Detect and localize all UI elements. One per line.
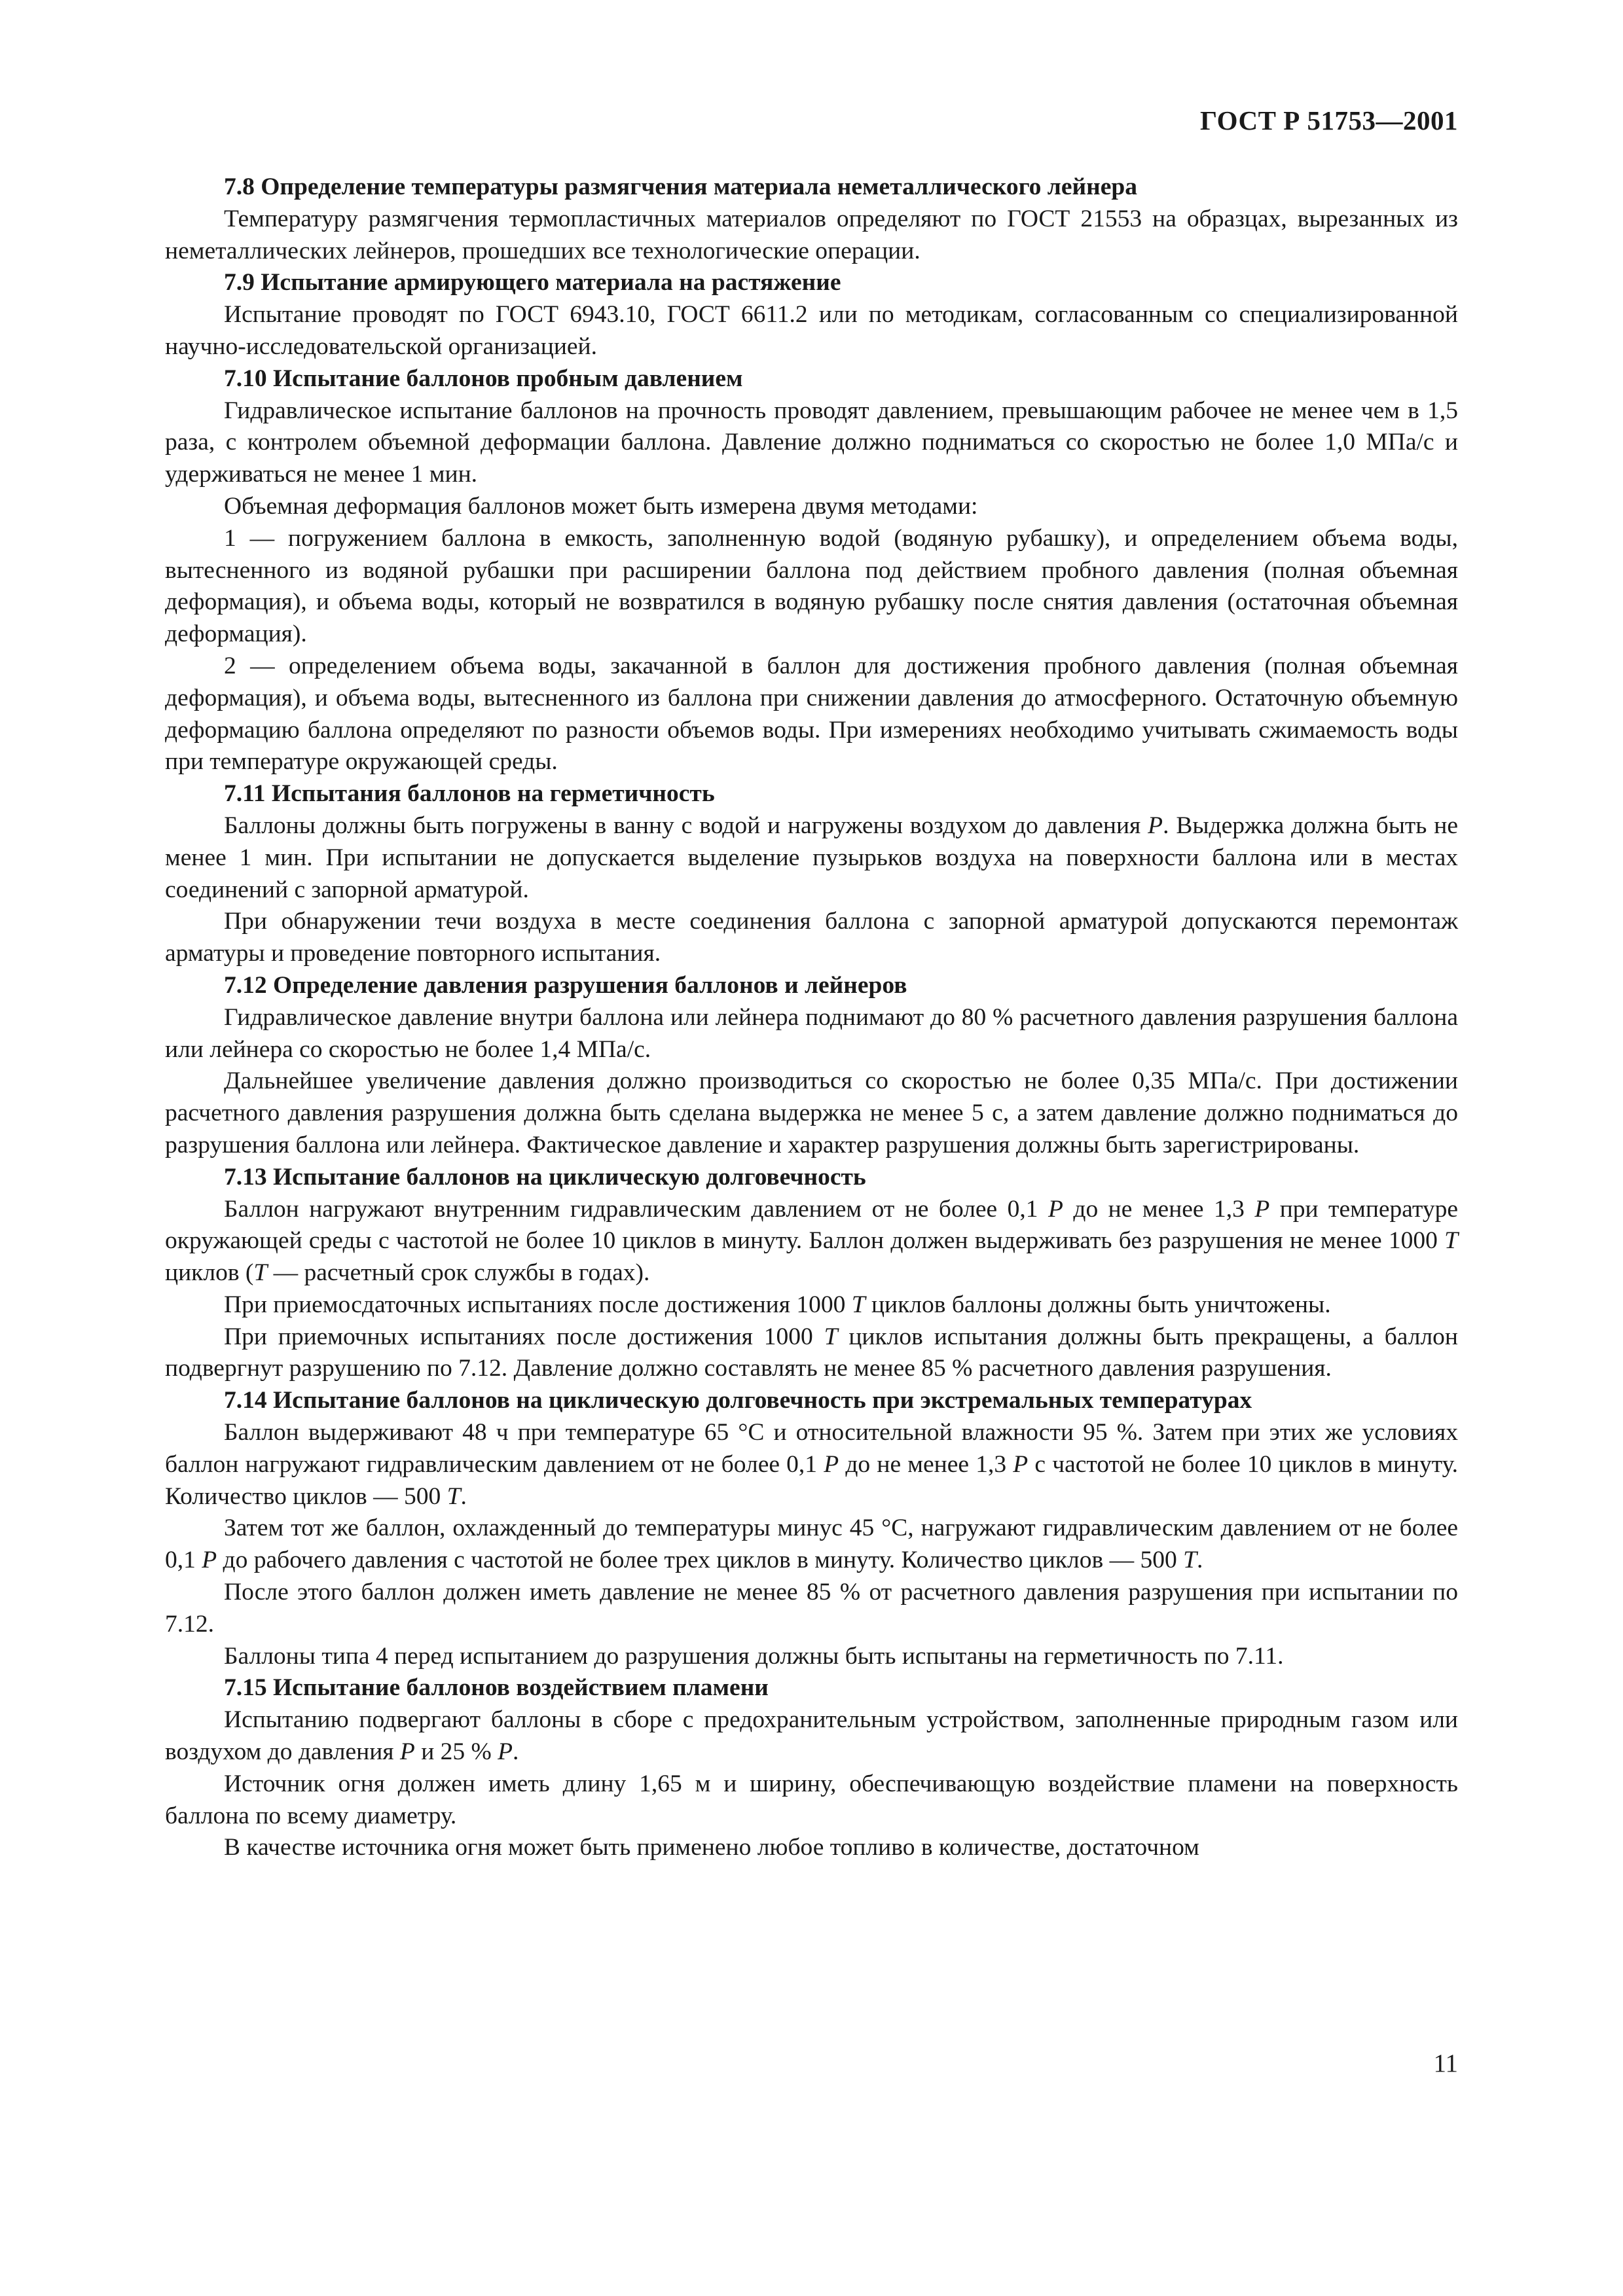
paragraph — [165, 1417, 1458, 1513]
text-run: циклов баллоны должны быть уничтожены. — [865, 1291, 1331, 1318]
paragraph: Гидравлическое испытание баллонов на прочность проводят давлением, превышающим рабочее не менее чем в 1,5 раза, с контролем объемной деформации баллона. Давление должно подниматься со скоростью не более 1,0 МПа/с и удерживаться не менее 1 мин. — [165, 397, 1458, 488]
section-heading-7-13: 7.13 Испытание баллонов на циклическую долговечность — [224, 1163, 866, 1191]
paragraph: Баллоны типа 4 перед испытанием до разрушения должны быть испытаны на герметичность по 7.11. — [224, 1642, 1284, 1670]
text-run: . — [513, 1738, 519, 1766]
service-life-symbol: T — [1444, 1227, 1458, 1255]
text-run: При приемочных испытаниях после достижения 1000 — [224, 1323, 824, 1350]
text-run: Баллон выдерживают 48 ч при температуре 65 °С и относительной влажности 95 %. Затем при этих же условиях баллон нагружают гидравлическим давлением от не более 0,1 — [165, 1419, 1458, 1478]
paragraph — [165, 1194, 1458, 1289]
text-run: Затем тот же баллон, охлажденный до температуры минус 45 °С, нагружают гидравлическим давлением от не более 0,1 — [165, 1515, 1458, 1574]
section-heading-7-15: 7.15 Испытание баллонов воздействием пламени — [224, 1674, 769, 1702]
pressure-symbol: P — [399, 1738, 415, 1766]
text-run: При приемосдаточных испытаниях после достижения 1000 — [224, 1291, 852, 1318]
service-life-symbol: T — [447, 1482, 461, 1510]
text-run: с частотой не более 10 циклов в минуту. Количество циклов — 500 — [165, 1450, 1458, 1510]
section-heading-7-14: 7.14 Испытание баллонов на циклическую долговечность при экстремальных температурах — [224, 1387, 1252, 1414]
text-run: при температуре окружающей среды с частотой не более 10 циклов в минуту. Баллон должен выдерживать без разрушения не менее 1000 — [165, 1195, 1458, 1255]
text-run: циклов испытания должны быть прекращены, а баллон подвергнут разрушению по 7.12. Давление должно составлять не менее 85 % расчетного давления разрушения. — [165, 1323, 1458, 1382]
text-run: до не менее 1,3 — [1063, 1195, 1255, 1223]
section-heading-7-12: 7.12 Определение давления разрушения баллонов и лейнеров — [224, 971, 907, 999]
paragraph: При обнаружении течи воздуха в месте соединения баллона с запорной арматурой допускаются перемонтаж арматуры и проведение повторного испытания. — [165, 908, 1458, 967]
pressure-symbol: P — [1013, 1450, 1029, 1478]
paragraph — [165, 1321, 1458, 1386]
text-run: . — [460, 1482, 467, 1510]
service-life-symbol: T — [253, 1259, 268, 1287]
text-run: . Выдержка должна быть не менее 1 мин. При испытании не допускается выделение пузырьков воздуха на поверхности баллона или в местах соединений с запорной арматурой. — [165, 812, 1458, 903]
pressure-symbol: P — [498, 1738, 513, 1766]
section-heading-7-10: 7.10 Испытание баллонов пробным давлением — [224, 365, 743, 392]
text-run: . — [1196, 1547, 1203, 1574]
service-life-symbol: T — [1183, 1547, 1197, 1574]
page-number: 11 — [1433, 2049, 1458, 2077]
paragraph: Гидравлическое давление внутри баллона или лейнера поднимают до 80 % расчетного давления разрушения баллона или лейнера со скоростью не более 1,4 МПа/с. — [165, 1003, 1458, 1063]
paragraph: Источник огня должен иметь длину 1,65 м и ширину, обеспечивающую воздействие пламени на поверхность баллона по всему диаметру. — [165, 1770, 1458, 1829]
section-heading-7-9: 7.9 Испытание армирующего материала на растяжение — [224, 269, 841, 296]
paragraph: 2 — определением объема воды, закачанной в баллон для достижения пробного давления (полная объемная деформация), и объема воды, вытесненного из баллона при снижении давления до атмосферного. Остаточную объемную деформацию баллона определяют по разности объемов воды. При измерениях необходимо учитывать сжимаемость воды при температуре окружающей среды. — [165, 652, 1458, 776]
paragraph — [165, 1513, 1458, 1577]
page-body — [165, 171, 1458, 1864]
text-run: Испытанию подвергают баллоны в сборе с предохранительным устройством, заполненные природным газом или воздухом до давления — [165, 1706, 1458, 1766]
pressure-symbol: P — [1254, 1195, 1270, 1223]
text-run: до рабочего давления с частотой не более трех циклов в минуту. Количество циклов — 500 — [217, 1547, 1184, 1574]
paragraph: В качестве источника огня может быть применено любое топливо в количестве, достаточном — [224, 1834, 1199, 1861]
paragraph — [165, 1289, 1458, 1321]
text-run: Баллоны должны быть погружены в ванну с водой и нагружены воздухом до давления — [224, 812, 1148, 839]
pressure-symbol: P — [1048, 1195, 1063, 1223]
text-run: до не менее 1,3 — [839, 1450, 1013, 1478]
paragraph: 1 — погружением баллона в емкость, заполненную водой (водяную рубашку), и определением объема воды, вытесненного из водяной рубашки при расширении баллона под действием пробного давления (полная объемная деформация), и объема воды, который не возвратился в водяную рубашку после снятия давления (остаточная объемная деформация). — [165, 524, 1458, 648]
document-code: ГОСТ Р 51753—2001 — [1200, 105, 1458, 135]
service-life-symbol: T — [824, 1323, 838, 1350]
text-run: и 25 % — [414, 1738, 498, 1766]
paragraph: Объемная деформация баллонов может быть измерена двумя методами: — [224, 492, 978, 520]
pressure-symbol: P — [824, 1450, 839, 1478]
text-run: Баллон нагружают внутренним гидравлическим давлением от не более 0,1 — [224, 1195, 1048, 1223]
text-run: — расчетный срок службы в годах). — [267, 1259, 650, 1287]
text-run: циклов ( — [165, 1259, 254, 1287]
paragraph — [165, 1704, 1458, 1768]
paragraph: После этого баллон должен иметь давление не менее 85 % от расчетного давления разрушения при испытании по 7.12. — [165, 1579, 1458, 1638]
paragraph: Температуру размягчения термопластичных материалов определяют по ГОСТ 21553 на образцах, вырезанных из неметаллических лейнеров, прошедших все технологические операции. — [165, 205, 1458, 264]
pressure-symbol: P — [202, 1547, 217, 1574]
paragraph — [165, 810, 1458, 906]
paragraph: Испытание проводят по ГОСТ 6943.10, ГОСТ 6611.2 или по методикам, согласованным со специализированной научно-исследовательской организацией. — [165, 301, 1458, 360]
section-heading-7-11: 7.11 Испытания баллонов на герметичность — [224, 780, 715, 808]
service-life-symbol: T — [851, 1291, 866, 1318]
paragraph: Дальнейшее увеличение давления должно производиться со скоростью не более 0,35 МПа/с. При достижении расчетного давления разрушения должна быть сделана выдержка не менее 5 с, а затем давление должно подниматься до разрушения баллона или лейнера. Фактическое давление и характер разрушения должны быть зарегистрированы. — [165, 1067, 1458, 1158]
section-heading-7-8: 7.8 Определение температуры размягчения материала неметаллического лейнера — [224, 173, 1137, 200]
pressure-symbol: P — [1148, 812, 1163, 839]
